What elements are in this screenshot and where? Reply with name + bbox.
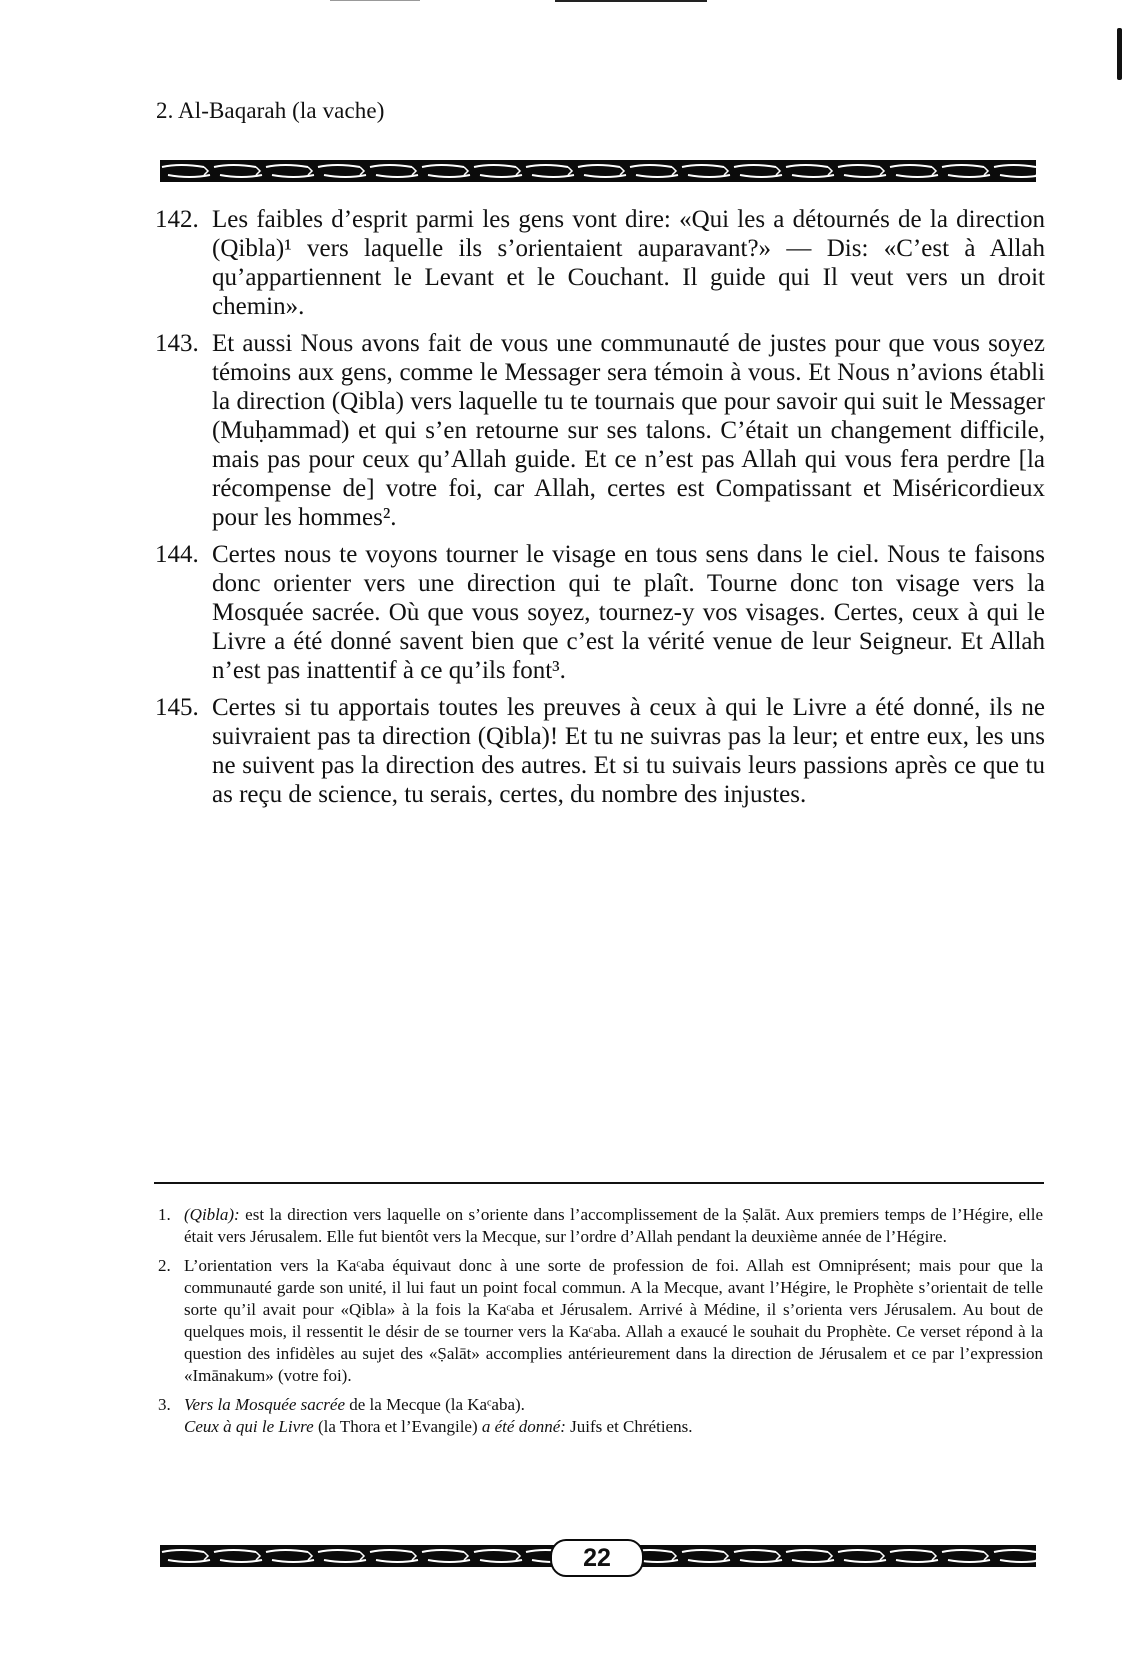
footnote-number: 2. (158, 1256, 171, 1275)
verse-number: 144. (155, 541, 199, 568)
verse-number: 145. (155, 694, 199, 721)
footnote-3 (158, 1394, 1043, 1438)
footnote-term: Ceux à qui le Livre (184, 1417, 314, 1436)
verse-text: Et aussi Nous avons fait de vous une communauté de justes pour que vous soyez témoins aux gens, comme le Messager sera témoin à vous. Et Nous n’avions établi la direction (Qibla) vers laquelle tu te tournais que pour savoir qui suit le Messager (Muḥammad) et qui s’en retourne sur ses talons. C’était un changement difficile, mais pas pour ceux qu’Allah guide. Et ce n’est pas Allah qui vous fera perdre [la récompense de] votre foi, car Allah, certes est Compatissant et Miséricordieux pour les hommes². (212, 330, 1045, 531)
verse-list (155, 205, 1045, 817)
footnote-term: Vers la Mosquée sacrée (184, 1395, 345, 1414)
verse-text: Certes si tu apportais toutes les preuves à ceux à qui le Livre a été donné, ils ne suivraient pas ta direction (Qibla)! Et tu ne suivras pas la leur; et entre eux, les uns ne suivent pas la direction des autres. Et si tu suivais leurs passions après ce que tu as reçu de science, tu serais, certes, du nombre des injustes. (212, 694, 1045, 808)
top-scan-rule-right (555, 0, 707, 2)
verse-text: Les faibles d’esprit parmi les gens vont dire: «Qui les a détournés de la direction (Qibla)¹ vers laquelle ils s’orientaient auparavant?» — Dis: «C’est à Allah qu’appartiennent le Levant et le Couchant. Il guide qui Il veut vers un droit chemin». (212, 206, 1045, 320)
footnote-divider (154, 1182, 1044, 1184)
ornamental-border-top (160, 160, 1036, 182)
page-number: 22 (550, 1539, 644, 1577)
ornament-pattern-top (160, 160, 1036, 182)
verse-145 (155, 693, 1045, 809)
footnote-list (158, 1204, 1043, 1445)
footnote-text: de la Mecque (la Kaᶜaba). (345, 1395, 525, 1414)
verse-143 (155, 329, 1045, 532)
footnote-text: est la direction vers laquelle on s’oriente dans l’accomplissement de la Ṣalāt. Aux premiers temps de l’Hégire, elle était vers Jérusalem. Elle fut bientôt vers la Mecque, sur l’ordre d’Allah pendant la deuxième année de l’Hégire. (184, 1205, 1043, 1246)
footnote-text: (la Thora et l’Evangile) (313, 1417, 482, 1436)
verse-number: 143. (155, 330, 199, 357)
footnote-line-2 (184, 1416, 1043, 1438)
top-scan-rule-left (330, 0, 420, 1)
verse-number: 142. (155, 206, 199, 233)
footnote-2 (158, 1255, 1043, 1387)
page-edge-mark (1117, 28, 1122, 80)
footnote-text: Juifs et Chrétiens. (565, 1417, 693, 1436)
verse-text: Certes nous te voyons tourner le visage en tous sens dans le ciel. Nous te faisons donc orienter vers une direction qui te plaît. Tourne donc ton visage vers la Mosquée sacrée. Où que vous soyez, tournez-y vos visages. Certes, ceux à qui le Livre a été donné savent bien que c’est la vérité venue de leur Seigneur. Et Allah n’est pas inattentif à ce qu’ils font³. (212, 541, 1045, 684)
verse-144 (155, 540, 1045, 685)
footnote-1 (158, 1204, 1043, 1248)
surah-title: 2. Al-Baqarah (la vache) (156, 98, 385, 123)
footnote-text: L’orientation vers la Kaᶜaba équivaut donc à une sorte de profession de foi. Allah est Omniprésent; mais pour que la communauté garde son unité, il lui faut un point focal commun. A la Mecque, avant l’Hégire, le Prophète s’orientait de telle sorte qu’il avait pour «Qibla» à la fois la Kaᶜaba et Jérusalem. Arrivé à Médine, il s’orienta vers Jérusalem. Au bout de quelques mois, il ressentit le désir de se tourner vers la Kaᶜaba. Allah a exaucé le souhait du Prophète. Ce verset répond à la question des infidèles au sujet des «Ṣalāt» accomplies antérieurement dans la direction de Jérusalem et ce par l’expression «Imānakum» (votre foi). (184, 1256, 1043, 1385)
verse-142 (155, 205, 1045, 321)
footnote-number: 1. (158, 1205, 171, 1224)
footnote-line-1 (184, 1394, 1043, 1416)
footnote-term: a été donné: (481, 1417, 566, 1436)
footnote-term: (Qibla): (184, 1205, 240, 1224)
footnote-number: 3. (158, 1395, 171, 1414)
